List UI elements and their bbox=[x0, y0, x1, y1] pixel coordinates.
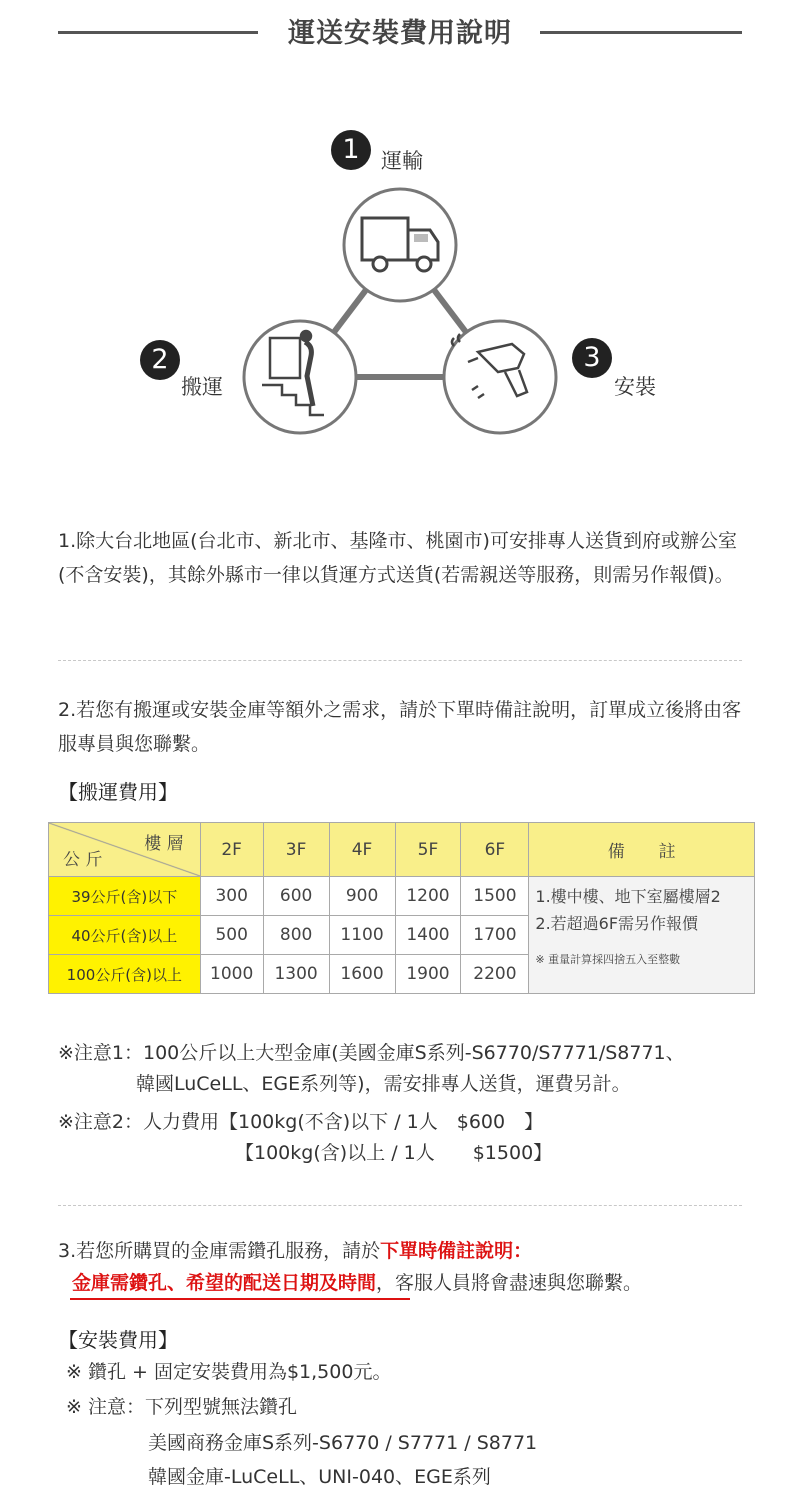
note-2-line-2: 【100kg(含)以上 / 1人 $1500】 bbox=[235, 1142, 553, 1164]
drilling-highlight-2: 金庫需鑽孔、希望的配送日期及時間 bbox=[72, 1272, 377, 1294]
fee-cell: 1600 bbox=[329, 955, 395, 994]
note-2-line-1: ※注意2：人力費用【100kg(不含)以下 / 1人 $600 】 bbox=[58, 1111, 544, 1133]
install-line-3: 美國商務金庫S系列-S6770 / S7771 / S8771 bbox=[148, 1432, 538, 1454]
floor-header: 3F bbox=[263, 823, 329, 877]
fee-cell: 1900 bbox=[395, 955, 461, 994]
fee-cell: 1700 bbox=[461, 916, 529, 955]
fee-cell: 1000 bbox=[200, 955, 263, 994]
fee-cell: 1200 bbox=[395, 877, 461, 916]
drilling-paragraph-line-2 bbox=[72, 1268, 642, 1299]
page-title: 運送安裝費用說明 bbox=[0, 11, 800, 50]
drilling-paragraph-line-1 bbox=[58, 1236, 532, 1267]
handling-fee-table bbox=[48, 822, 755, 994]
remark-cell bbox=[529, 877, 755, 994]
install-fee-heading: 【安裝費用】 bbox=[58, 1328, 178, 1352]
step-2-label: 搬運 bbox=[181, 375, 223, 399]
step-1-number: 1 bbox=[331, 130, 371, 170]
table-row bbox=[49, 877, 755, 916]
divider bbox=[58, 1205, 742, 1206]
install-line-4: 韓國金庫-LuCeLL、UNI-040、EGE系列 bbox=[148, 1466, 491, 1488]
weight-label: 40公斤(含)以上 bbox=[49, 916, 201, 955]
step-3-number: 3 bbox=[572, 338, 612, 378]
floor-header: 2F bbox=[200, 823, 263, 877]
floor-header: 4F bbox=[329, 823, 395, 877]
install-line-1: ※ 鑽孔 + 固定安裝費用為$1,500元。 bbox=[66, 1361, 392, 1383]
corner-floor-label: 樓 層 bbox=[144, 834, 184, 854]
install-line-2: ※ 注意：下列型號無法鑽孔 bbox=[66, 1396, 297, 1418]
extra-service-paragraph: 2.若您有搬運或安裝金庫等額外之需求，請於下單時備註說明，訂單成立後將由客服專員與您聯繫。 bbox=[58, 699, 742, 755]
note-1-line-1: ※注意1：100公斤以上大型金庫(美國金庫S系列-S6770/S7771/S8771、 bbox=[58, 1042, 685, 1064]
remark-2: 2.若超過6F需另作報價 bbox=[535, 914, 699, 933]
highlight-underline bbox=[70, 1298, 410, 1300]
fee-cell: 1500 bbox=[461, 877, 529, 916]
fee-cell: 1400 bbox=[395, 916, 461, 955]
drilling-text: 3.若您所購買的金庫需鑽孔服務，請於 bbox=[58, 1240, 381, 1262]
drilling-text-2: ，客服人員將會盡速與您聯繫。 bbox=[376, 1272, 643, 1294]
remark-header: 備 註 bbox=[529, 823, 755, 877]
fee-cell: 900 bbox=[329, 877, 395, 916]
step-2-number: 2 bbox=[140, 340, 180, 380]
handling-fee-heading: 【搬運費用】 bbox=[58, 780, 178, 804]
remark-small: ※ 重量計算採四捨五入至整數 bbox=[535, 953, 681, 966]
fee-cell: 800 bbox=[263, 916, 329, 955]
floor-header: 6F bbox=[461, 823, 529, 877]
note-1-line-2: 韓國LuCeLL、EGE系列等)，需安排專人送貨，運費另計。 bbox=[136, 1073, 631, 1095]
fee-cell: 1300 bbox=[263, 955, 329, 994]
weight-label: 100公斤(含)以上 bbox=[49, 955, 201, 994]
fee-cell: 500 bbox=[200, 916, 263, 955]
table-header-row bbox=[49, 823, 755, 877]
fee-cell: 2200 bbox=[461, 955, 529, 994]
weight-label: 39公斤(含)以下 bbox=[49, 877, 201, 916]
drilling-highlight: 下單時備註說明： bbox=[380, 1240, 533, 1262]
step-1-label: 運輸 bbox=[381, 149, 423, 173]
floor-header: 5F bbox=[395, 823, 461, 877]
table-corner-cell bbox=[49, 823, 201, 877]
divider bbox=[58, 660, 742, 661]
fee-cell: 1100 bbox=[329, 916, 395, 955]
step-3-label: 安裝 bbox=[614, 375, 656, 399]
fee-cell: 600 bbox=[263, 877, 329, 916]
fee-cell: 300 bbox=[200, 877, 263, 916]
corner-weight-label: 公 斤 bbox=[63, 850, 103, 870]
remark-1: 1.樓中樓、地下室屬樓層2 bbox=[535, 887, 721, 906]
delivery-paragraph: 1.除大台北地區(台北市、新北市、基隆市、桃園市)可安排專人送貨到府或辦公室(不含安裝)，其餘外縣市一律以貨運方式送貨(若需親送等服務，則需另作報價)。 bbox=[58, 530, 737, 586]
